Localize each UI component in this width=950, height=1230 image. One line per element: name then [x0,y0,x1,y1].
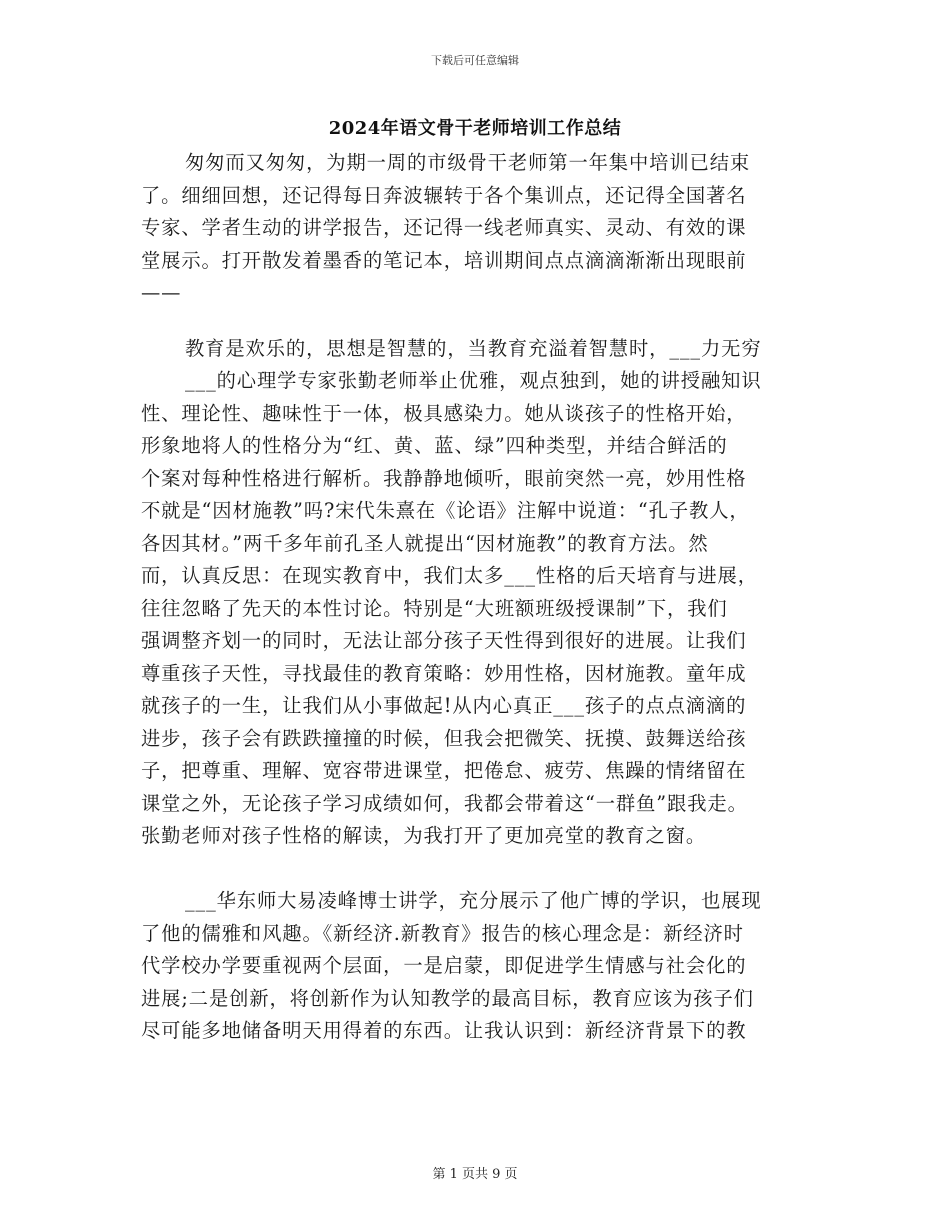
text-line: 教育是欢乐的，思想是智慧的，当教育充溢着智慧时，___力无穷 [185,336,762,360]
text-line: 专家、学者生动的讲学报告，还记得一线老师真实、灵动、有效的课 [141,216,747,239]
paragraph-3 [141,885,813,1048]
text-line: 强调整齐划一的同时，无法让部分孩子天性得到很好的进展。让我们 [141,629,747,652]
document-body [141,147,813,1048]
text-line: 了他的儒雅和风趣。《新经济.新教育》报告的核心理念是：新经济时 [141,921,744,945]
text-line: 堂展示。打开散发着墨香的笔记本，培训期间点点滴滴渐渐出现眼前 [141,248,747,272]
document-title: 2024年语文骨干老师培训工作总结 [328,118,622,139]
paragraph-spacer [141,310,813,333]
text-line: 性、理论性、趣味性于一体，极具感染力。她从谈孩子的性格开始， [141,401,747,425]
page-number: 第 1 页共 9 页 [432,1167,518,1182]
text-line: 进步，孩子会有跌跌撞撞的时候，但我会把微笑、抚摸、鼓舞送给孩 [141,726,747,750]
text-line: ___的心理学专家张勤老师举止优雅，观点独到，她的讲授融知识 [185,369,762,392]
text-line: 匆匆而又匆匆，为期一周的市级骨干老师第一年集中培训已结束 [185,151,751,174]
text-line: 张勤老师对孩子性格的解读，为我打开了更加亮堂的教育之窗。 [141,824,707,847]
text-line: 了。细细回想，还记得每日奔波辗转于各个集训点，还记得全国著名 [141,183,747,207]
paragraph-1 [141,147,813,310]
text-line: —— [141,281,182,304]
text-line: 子，把尊重、理解、宽容带进课堂，把倦怠、疲劳、焦躁的情绪留在 [141,759,747,782]
text-line: 个案对每种性格进行解析。我静静地倾听，眼前突然一亮，妙用性格 [141,466,747,490]
page-header: 下载后可任意编辑 [431,54,519,67]
text-line: 各因其材。”两千多年前孔圣人就提出“因材施教”的教育方法。然 [141,531,709,555]
text-line: 形象地将人的性格分为“红、黄、蓝、绿”四种类型，并结合鲜活的 [141,434,728,457]
text-line: 尽可能多地储备明天用得着的东西。让我认识到：新经济背景下的教 [141,1019,747,1042]
text-line [141,853,813,886]
paragraph-2 [141,333,813,886]
text-line: 而，认真反思：在现实教育中，我们太多___性格的后天培育与进展， [141,564,758,587]
text-line: 就孩子的一生，让我们从小事做起!从内心真正___孩子的点点滴滴的 [141,694,747,717]
text-line: 课堂之外，无论孩子学习成绩如何，我都会带着这“一群鱼”跟我走。 [141,791,748,815]
text-line: 不就是“因材施教”吗?宋代朱熹在《论语》注解中说道：“孔子教人， [141,499,750,522]
text-line: 尊重孩子天性，寻找最佳的教育策略：妙用性格，因材施教。童年成 [141,661,747,685]
text-line: 往往忽略了先天的本性讨论。特别是“大班额班级授课制”下，我们 [141,596,728,620]
text-line: 进展;二是创新，将创新作为认知教学的最高目标，教育应该为孩子们 [141,986,754,1010]
text-line: ___华东师大易凌峰博士讲学，充分展示了他广博的学识，也展现 [185,889,762,912]
text-line: 代学校办学要重视两个层面，一是启蒙，即促进学生情感与社会化的 [141,954,747,977]
